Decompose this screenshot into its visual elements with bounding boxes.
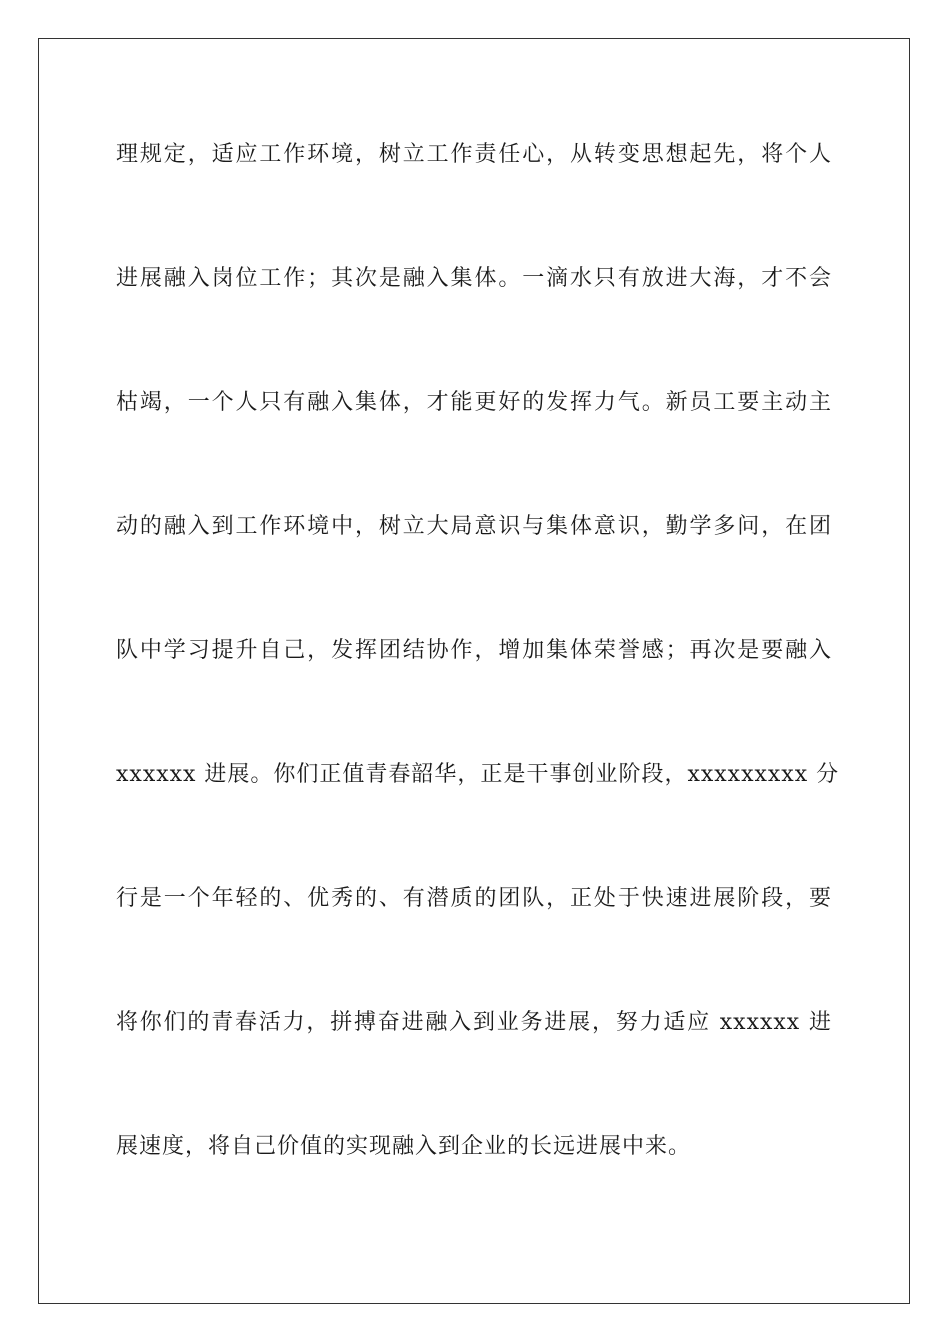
text-line-4: 动的融入到工作环境中，树立大局意识与集体意识，勤学多问，在团 [116, 514, 832, 539]
text-line-6: xxxxxx 进展。你们正值青春韶华，正是干事创业阶段，xxxxxxxxx 分 [116, 762, 840, 787]
text-line-5: 队中学习提升自己，发挥团结协作，增加集体荣誉感；再次是要融入 [116, 638, 832, 663]
body-text [116, 126, 840, 1242]
text-line-9: 展速度，将自己价值的实现融入到企业的长远进展中来。 [116, 1134, 692, 1159]
text-line-3: 枯竭，一个人只有融入集体，才能更好的发挥力气。新员工要主动主 [116, 390, 832, 415]
text-line-7: 行是一个年轻的、优秀的、有潜质的团队，正处于快速进展阶段，要 [116, 886, 832, 911]
text-line-1: 理规定，适应工作环境，树立工作责任心，从转变思想起先，将个人 [116, 142, 832, 167]
text-line-8: 将你们的青春活力，拼搏奋进融入到业务进展，努力适应 xxxxxx 进 [116, 1010, 832, 1035]
text-line-2: 进展融入岗位工作；其次是融入集体。一滴水只有放进大海，才不会 [116, 266, 832, 291]
